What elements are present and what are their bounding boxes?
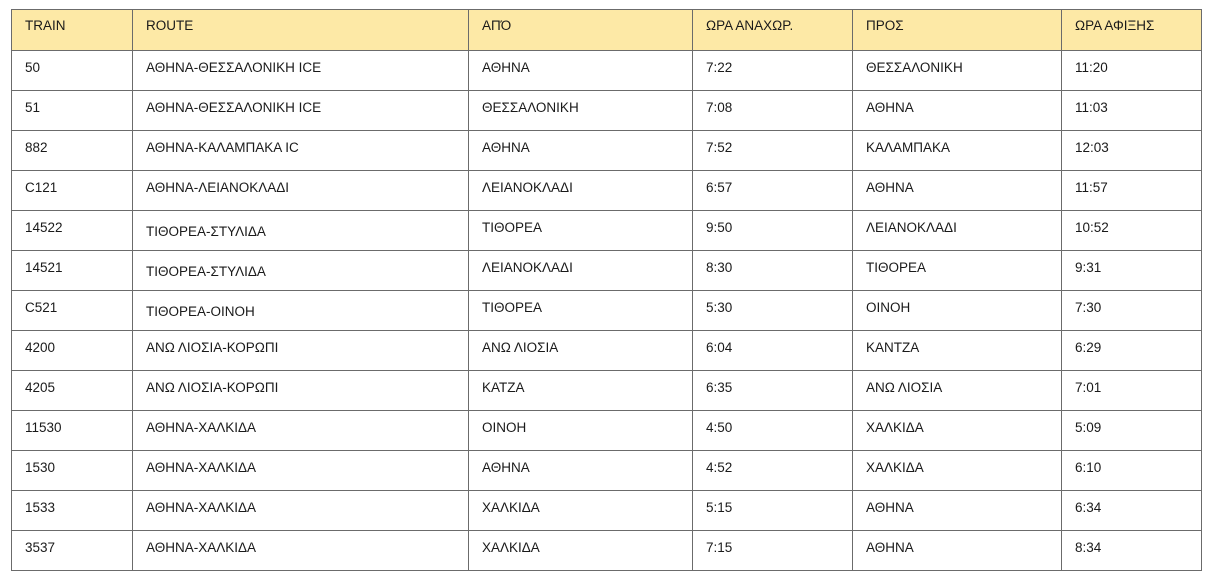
table-row (12, 211, 1202, 251)
cell-train: 4200 (12, 331, 133, 371)
cell-to: ΑΘΗΝΑ (853, 491, 1062, 531)
cell-from: ΛΕΙΑΝΟΚΛΑΔΙ (469, 251, 693, 291)
cell-to: ΑΝΩ ΛΙΟΣΙΑ (853, 371, 1062, 411)
table-row (12, 451, 1202, 491)
cell-departure: 7:15 (693, 531, 853, 571)
cell-train: 14522 (12, 211, 133, 251)
cell-to: ΚΑΛΑΜΠΑΚΑ (853, 131, 1062, 171)
cell-departure: 5:15 (693, 491, 853, 531)
table-row (12, 251, 1202, 291)
cell-departure: 8:30 (693, 251, 853, 291)
cell-to: ΚΑΝΤΖΑ (853, 331, 1062, 371)
cell-departure: 4:52 (693, 451, 853, 491)
cell-train: C521 (12, 291, 133, 331)
cell-route: ΑΘΗΝΑ-ΧΑΛΚΙΔΑ (133, 491, 469, 531)
cell-arrival: 9:31 (1062, 251, 1202, 291)
cell-to: ΟΙΝΟΗ (853, 291, 1062, 331)
cell-arrival: 11:03 (1062, 91, 1202, 131)
cell-route: ΑΘΗΝΑ-ΧΑΛΚΙΔΑ (133, 411, 469, 451)
table-row (12, 531, 1202, 571)
cell-arrival: 8:34 (1062, 531, 1202, 571)
table-row (12, 371, 1202, 411)
table-row (12, 51, 1202, 91)
cell-route: ΑΝΩ ΛΙΟΣΙΑ-ΚΟΡΩΠΙ (133, 331, 469, 371)
cell-from: ΛΕΙΑΝΟΚΛΑΔΙ (469, 171, 693, 211)
table-row (12, 131, 1202, 171)
cell-from: ΑΘΗΝΑ (469, 451, 693, 491)
cell-train: 3537 (12, 531, 133, 571)
cell-to: ΘΕΣΣΑΛΟΝΙΚΗ (853, 51, 1062, 91)
cell-departure: 6:35 (693, 371, 853, 411)
cell-arrival: 5:09 (1062, 411, 1202, 451)
cell-route: ΑΘΗΝΑ-ΘΕΣΣΑΛΟΝΙΚΗ ICE (133, 51, 469, 91)
cell-arrival: 12:03 (1062, 131, 1202, 171)
cell-departure: 7:52 (693, 131, 853, 171)
table-row (12, 411, 1202, 451)
cell-train: 51 (12, 91, 133, 131)
table-row (12, 91, 1202, 131)
cell-from: ΑΘΗΝΑ (469, 131, 693, 171)
cell-train: C121 (12, 171, 133, 211)
table-row (12, 171, 1202, 211)
table-row (12, 491, 1202, 531)
header-to: ΠΡΟΣ (853, 10, 1062, 51)
cell-departure: 6:57 (693, 171, 853, 211)
cell-route: ΑΘΗΝΑ-ΧΑΛΚΙΔΑ (133, 531, 469, 571)
cell-arrival: 10:52 (1062, 211, 1202, 251)
cell-arrival: 6:29 (1062, 331, 1202, 371)
cell-from: ΤΙΘΟΡΕΑ (469, 211, 693, 251)
cell-departure: 9:50 (693, 211, 853, 251)
cell-train: 14521 (12, 251, 133, 291)
cell-route: ΑΘΗΝΑ-ΧΑΛΚΙΔΑ (133, 451, 469, 491)
table-row (12, 331, 1202, 371)
header-from: ΑΠΌ (469, 10, 693, 51)
cell-from: ΘΕΣΣΑΛΟΝΙΚΗ (469, 91, 693, 131)
table-row (12, 291, 1202, 331)
cell-to: ΑΘΗΝΑ (853, 171, 1062, 211)
cell-departure: 7:08 (693, 91, 853, 131)
cell-route: ΑΝΩ ΛΙΟΣΙΑ-ΚΟΡΩΠΙ (133, 371, 469, 411)
cell-route: ΤΙΘΟΡΕΑ-ΟΙΝΟΗ (133, 291, 469, 331)
cell-to: ΑΘΗΝΑ (853, 531, 1062, 571)
cell-train: 11530 (12, 411, 133, 451)
table-header (12, 10, 1202, 51)
cell-route: ΑΘΗΝΑ-ΘΕΣΣΑΛΟΝΙΚΗ ICE (133, 91, 469, 131)
cell-train: 1530 (12, 451, 133, 491)
cell-to: ΤΙΘΟΡΕΑ (853, 251, 1062, 291)
cell-arrival: 6:10 (1062, 451, 1202, 491)
cell-from: ΧΑΛΚΙΔΑ (469, 531, 693, 571)
cell-arrival: 7:01 (1062, 371, 1202, 411)
cell-departure: 6:04 (693, 331, 853, 371)
cell-from: ΚΑΤΖΑ (469, 371, 693, 411)
cell-route: ΤΙΘΟΡΕΑ-ΣΤΥΛΙΔΑ (133, 211, 469, 251)
cell-arrival: 6:34 (1062, 491, 1202, 531)
header-train: TRAIN (12, 10, 133, 51)
cell-arrival: 11:57 (1062, 171, 1202, 211)
cell-arrival: 7:30 (1062, 291, 1202, 331)
cell-departure: 4:50 (693, 411, 853, 451)
cell-from: ΑΝΩ ΛΙΟΣΙΑ (469, 331, 693, 371)
cell-train: 4205 (12, 371, 133, 411)
cell-route: ΑΘΗΝΑ-ΚΑΛΑΜΠΑΚΑ IC (133, 131, 469, 171)
cell-arrival: 11:20 (1062, 51, 1202, 91)
table-body (12, 51, 1202, 571)
cell-from: ΑΘΗΝΑ (469, 51, 693, 91)
cell-from: ΧΑΛΚΙΔΑ (469, 491, 693, 531)
cell-to: ΧΑΛΚΙΔΑ (853, 411, 1062, 451)
cell-train: 882 (12, 131, 133, 171)
cell-to: ΧΑΛΚΙΔΑ (853, 451, 1062, 491)
cell-route: ΤΙΘΟΡΕΑ-ΣΤΥΛΙΔΑ (133, 251, 469, 291)
train-schedule-table (11, 9, 1202, 571)
cell-from: ΤΙΘΟΡΕΑ (469, 291, 693, 331)
cell-from: ΟΙΝΟΗ (469, 411, 693, 451)
cell-to: ΛΕΙΑΝΟΚΛΑΔΙ (853, 211, 1062, 251)
cell-to: ΑΘΗΝΑ (853, 91, 1062, 131)
cell-departure: 5:30 (693, 291, 853, 331)
header-arrival-time: ΩΡΑ ΑΦΙΞΗΣ (1062, 10, 1202, 51)
header-route: ROUTE (133, 10, 469, 51)
cell-route: ΑΘΗΝΑ-ΛΕΙΑΝΟΚΛΑΔΙ (133, 171, 469, 211)
header-row (12, 10, 1202, 51)
cell-train: 1533 (12, 491, 133, 531)
cell-departure: 7:22 (693, 51, 853, 91)
header-departure-time: ΩΡΑ ΑΝΑΧΩΡ. (693, 10, 853, 51)
cell-train: 50 (12, 51, 133, 91)
